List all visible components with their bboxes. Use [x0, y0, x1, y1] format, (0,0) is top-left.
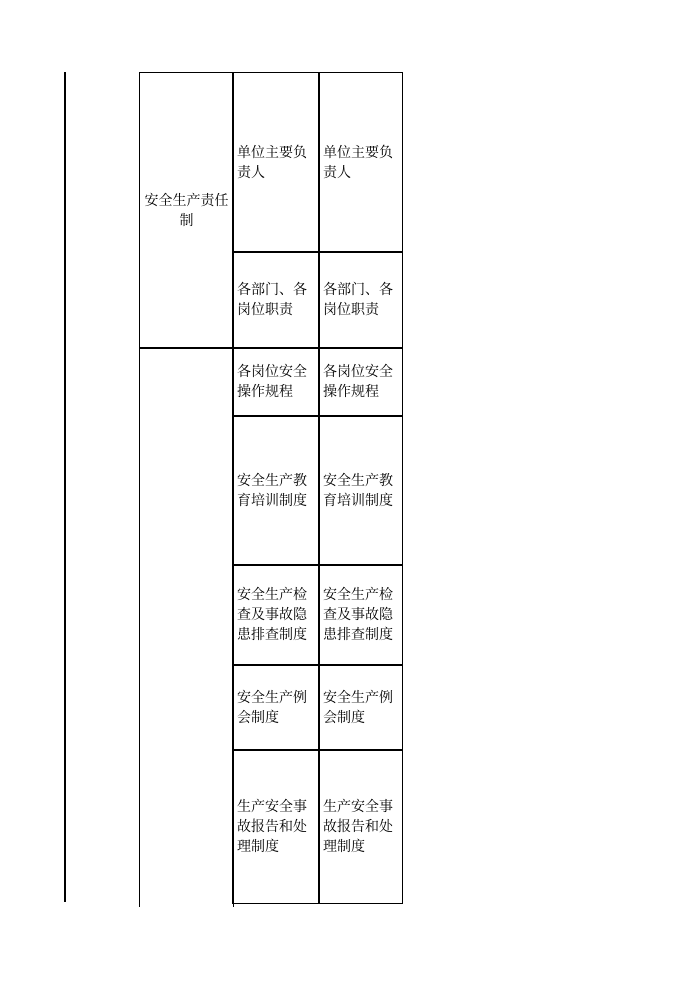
table-cell-row4-a — [232, 415, 320, 566]
category-cell-responsibility — [139, 72, 234, 349]
table-cell-row7-b — [318, 749, 403, 904]
cell-text: 生产安全事故报告和处理制度 — [323, 798, 393, 855]
table-cell-row2-a — [232, 251, 320, 349]
table-cell-row7-a — [232, 749, 320, 904]
table-cell-row4-b — [318, 415, 403, 566]
cell-text: 安全生产例会制度 — [237, 689, 307, 726]
category-label: 安全生产责任制 — [144, 192, 229, 229]
table-cell-row5-b — [318, 564, 403, 666]
left-border-line — [64, 72, 66, 902]
cell-text: 安全生产例会制度 — [323, 689, 393, 726]
category-cell-system — [139, 347, 234, 907]
table-cell-row6-a — [232, 664, 320, 751]
cell-text: 生产安全事故报告和处理制度 — [237, 798, 307, 855]
cell-text: 单位主要负责人 — [237, 144, 307, 181]
cell-text: 安全生产检查及事故隐患排查制度 — [323, 587, 393, 643]
cell-text: 安全生产教育培训制度 — [323, 472, 393, 509]
cell-text: 各部门、各岗位职责 — [237, 282, 307, 318]
table-cell-row5-a — [232, 564, 320, 666]
table-cell-row2-b — [318, 251, 403, 349]
cell-text: 单位主要负责人 — [323, 144, 393, 181]
cell-text: 各岗位安全操作规程 — [323, 364, 393, 400]
cell-text: 各部门、各岗位职责 — [323, 282, 393, 318]
table-cell-row1-b — [318, 72, 403, 253]
table-cell-row1-a — [232, 72, 320, 253]
table-cell-row6-b — [318, 664, 403, 751]
table-cell-row3-b — [318, 347, 403, 417]
table-cell-row3-a — [232, 347, 320, 417]
cell-text: 各岗位安全操作规程 — [237, 364, 307, 400]
cell-text: 安全生产教育培训制度 — [237, 472, 307, 509]
cell-text: 安全生产检查及事故隐患排查制度 — [237, 587, 307, 643]
